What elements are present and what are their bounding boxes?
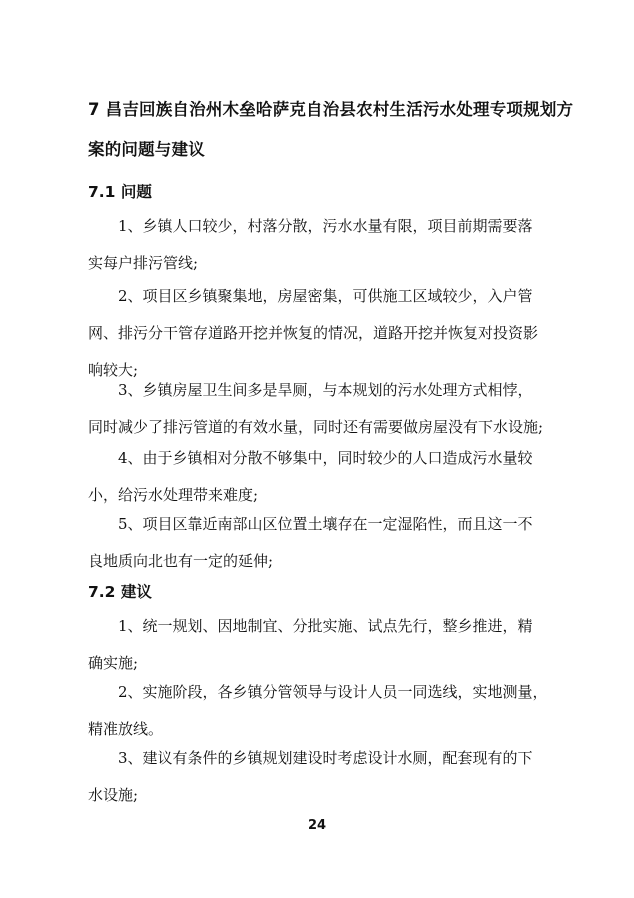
text-line: 2、实施阶段，各乡镇分管领导与设计人员一同选线，实地测量， bbox=[118, 683, 548, 701]
text-line: 响较大; bbox=[88, 361, 139, 379]
text-line: 确实施; bbox=[88, 654, 139, 672]
section-heading-suggestions: 7.2 建议 bbox=[88, 583, 152, 601]
suggestion-paragraph-2 bbox=[88, 674, 548, 748]
text-line: 精准放线。 bbox=[88, 720, 164, 738]
page-number: 24 bbox=[307, 818, 327, 833]
text-line: 网、排污分干管存道路开挖并恢复的情况，道路开挖并恢复对投资影 bbox=[88, 324, 539, 342]
text-line: 4、由于乡镇相对分散不够集中，同时较少的人口造成污水量较 bbox=[118, 449, 533, 467]
section-heading-problems: 7.1 问题 bbox=[88, 183, 152, 201]
text-line: 小，给污水处理带来难度; bbox=[88, 486, 259, 504]
text-line: 1、统一规划、因地制宜、分批实施、试点先行，整乡推进，精 bbox=[118, 617, 533, 635]
problem-paragraph-1 bbox=[88, 208, 544, 282]
problem-paragraph-5 bbox=[88, 506, 544, 580]
problem-paragraph-3 bbox=[88, 372, 544, 446]
text-line: 3、乡镇房屋卫生间多是旱厕，与本规划的污水处理方式相悖， bbox=[118, 381, 533, 399]
text-line: 1、乡镇人口较少，村落分散，污水水量有限，项目前期需要落 bbox=[118, 217, 533, 235]
text-line: 2、项目区乡镇聚集地，房屋密集，可供施工区域较少，入户管 bbox=[118, 287, 533, 305]
text-line: 5、项目区靠近南部山区位置土壤存在一定湿陷性，而且这一不 bbox=[118, 515, 533, 533]
suggestion-paragraph-1 bbox=[88, 608, 544, 682]
text-line: 3、建议有条件的乡镇规划建设时考虑设计水厕，配套现有的下 bbox=[118, 749, 533, 767]
text-line: 实每户排污管线; bbox=[88, 254, 199, 272]
chapter-title-line-1: 7 昌吉回族自治州木垒哈萨克自治县农村生活污水处理专项规划方 bbox=[88, 100, 574, 119]
text-line: 同时减少了排污管道的有效水量，同时还有需要做房屋没有下水设施; bbox=[88, 418, 544, 436]
text-line: 良地质向北也有一定的延伸; bbox=[88, 552, 274, 570]
problem-paragraph-4 bbox=[88, 440, 544, 514]
suggestion-paragraph-3 bbox=[88, 740, 544, 814]
text-line: 水设施; bbox=[88, 786, 139, 804]
chapter-title-line-2: 案的问题与建议 bbox=[88, 140, 205, 159]
